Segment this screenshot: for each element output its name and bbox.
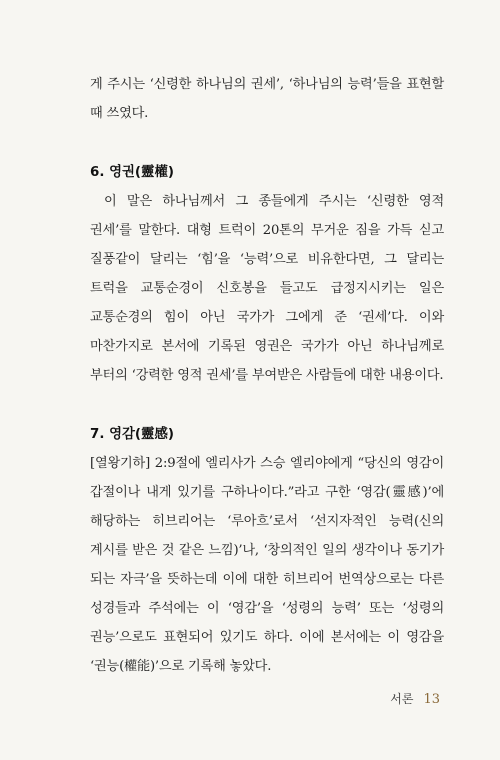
section-paragraph: 이 말은 하나님께서 그 종들에게 주시는 ‘신령한 영적 권세’를 말한다. 대형 트럭이 20톤의 무거운 짐을 가득 싣고 질풍같이 달리는 ‘힘’을 ‘능력’으로 비유한다면, 그 달리는 트럭을 교통순경이 신호봉을 들고도 급정지시키는 일은 교통순경의 힘이 아닌 국가가 그에게 준 ‘권세’다. 이와 마찬가지로 본서에 기록된 영권은 국가가 아닌 하나님께로 부터의 ‘강력한 영적 권세’를 부여받은 사람들에 대한 내용이다.: [90, 194, 444, 383]
page-body: [90, 70, 444, 681]
page-footer: [390, 690, 440, 707]
section-spiritual-authority: [90, 158, 444, 390]
section-inspiration: [90, 420, 444, 681]
section-heading: 6. 영권(靈權): [90, 165, 174, 180]
section-heading: 7. 영감(靈感): [90, 427, 174, 442]
footer-section-label: 서론: [390, 692, 414, 706]
intro-paragraph: 게 주시는 ‘신령한 하나님의 권세’, ‘하나님의 능력’들을 표현할 때 쓰였다.: [90, 77, 444, 121]
page-number: 13: [423, 692, 440, 707]
section-paragraph: [열왕기하] 2:9절에 엘리사가 스승 엘리야에게 “당신의 영감이 갑절이나 내게 있기를 구하나이다.”라고 구한 ‘영감(靈感)’에 해당하는 히브리어는 ‘루아흐’로서 ‘선지자적인 능력(신의 계시를 받은 것 같은 느낌)’나, ‘창의적인 일의 생각이나 동기가 되는 자극’을 뜻하는데 이에 대한 히브리어 번역상으로는 다른 성경들과 주석에는 이 ‘영감’을 ‘성령의 능력’ 또는 ‘성령의 권능’으로도 표현되어 있기도 하다. 이에 본서에는 이 영감을 ‘권능(權能)’으로 기록해 놓았다.: [90, 456, 444, 674]
